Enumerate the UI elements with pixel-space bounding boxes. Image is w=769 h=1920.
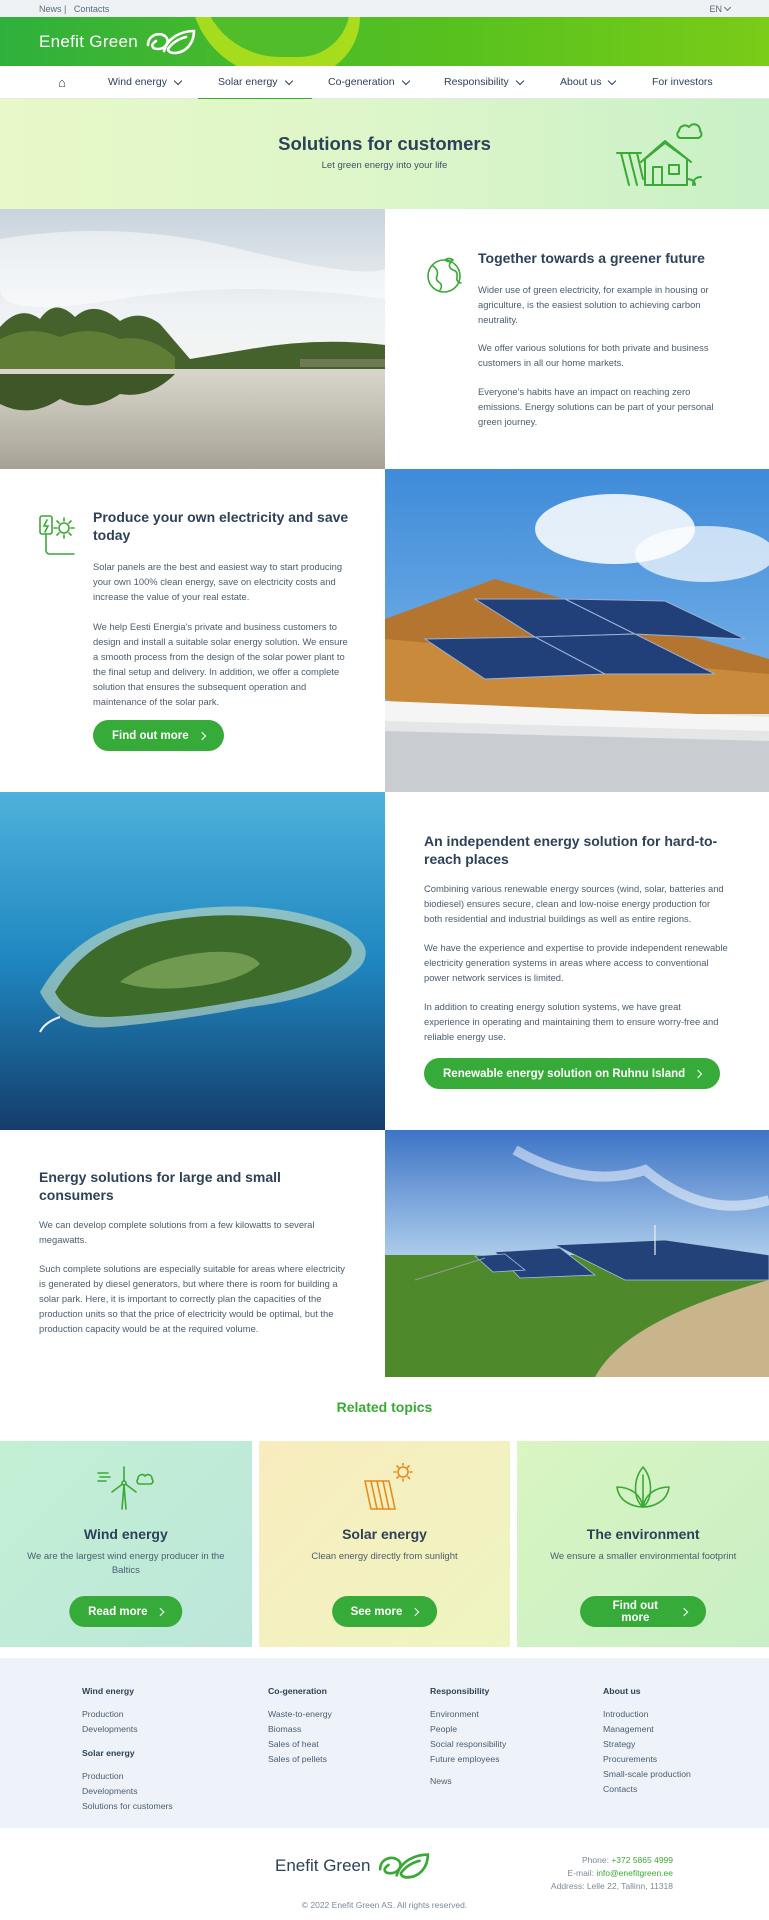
related-card-environment[interactable] [517,1441,769,1647]
nav-item-wind-energy[interactable] [108,66,181,99]
leaves-icon [613,1463,673,1511]
nav-item-responsibility[interactable] [444,66,523,99]
house-icon [615,119,705,189]
chevron-down-icon [284,76,292,84]
solar-park-image [385,1130,769,1377]
footer-link[interactable]: Developments [82,1786,138,1796]
chevron-right-icon [156,1607,164,1615]
section-paragraph: Combining various renewable energy sources (wind, solar, batteries and biodiesel) ensures secure, clean and low-noise energy production for both residential and industrial buildings as well as entire regions. [424,883,724,924]
chevron-right-icon [197,731,205,739]
globe-leaf-icon [425,256,463,294]
section-independent-energy [0,792,769,1130]
chevron-down-icon [608,76,616,84]
page-title: Solutions for customers [278,133,491,154]
section-heading: Together towards a greener future [478,250,705,266]
footer-link[interactable]: Introduction [603,1709,649,1719]
home-icon[interactable]: ⌂ [58,74,66,90]
utility-bar [0,0,769,17]
section-greener-future [0,209,769,469]
solar-plug-icon [38,514,78,556]
consumers-text [0,1130,385,1377]
logo-text: Enefit Green [39,32,139,51]
related-card-solar[interactable] [259,1441,511,1647]
produce-electricity-text [0,469,385,792]
chevron-down-icon [401,76,409,84]
solar-panel-icon [355,1463,415,1511]
related-card-wind[interactable] [0,1441,252,1647]
footer-link[interactable]: Biomass [268,1724,302,1734]
footer-link[interactable]: Management [603,1724,654,1734]
button-label: Find out more [612,1599,658,1624]
chevron-down-icon [516,76,524,84]
wind-turbine-icon [96,1463,156,1511]
footer-links [0,1658,769,1828]
nav-label: About us [560,76,602,88]
related-topics-heading: Related topics [336,1399,433,1415]
ruhnu-island-button[interactable] [424,1058,720,1089]
footer-link[interactable]: Future employees [430,1754,500,1764]
chevron-right-icon [680,1607,688,1615]
chevron-down-icon [724,3,731,10]
contacts-link[interactable]: Contacts [73,3,110,14]
section-paragraph: Such complete solutions are especially suitable for areas where electricity is generated by diesel generators, but where there is room for building a solar park. Here, it is important to correctly plan the capacities of the production units so that the price of electricity would be optimal, but the production capacity would be at the required volume. [39,1263,345,1334]
section-paragraph: We have the experience and expertise to provide independent renewable electricity generation systems in areas where access to conventional power network services is limited. [424,942,728,983]
section-heading: Produce your own electricity and save today [93,509,349,544]
separator: | [64,3,67,14]
card-title: Wind energy [83,1526,168,1542]
button-label: Renewable energy solution on Ruhnu Island [443,1067,686,1080]
footer-logo[interactable] [275,1850,432,1882]
card-title: The environment [586,1526,700,1542]
section-paragraph: Wider use of green electricity, for example in housing or agriculture, is the easiest solution to achieving carbon neutrality. [478,284,709,325]
nav-item-solar-energy[interactable] [218,66,292,99]
greener-future-text [385,209,769,469]
logo[interactable] [39,27,198,57]
footer-link[interactable]: Contacts [603,1784,638,1794]
section-paragraph: Solar panels are the best and easiest way to start producing your own 100% clean energy, save on electricity costs and increase the value of your real estate. [93,561,343,602]
news-link[interactable]: News [39,3,62,14]
button-label: See more [350,1605,403,1618]
lake-forest-image [0,209,385,469]
section-paragraph: We help Eesti Energia's private and business customers to design and install a suitable solar energy solution. We ensure a smooth process from the design of the solar power plant to the final setup and delivery. In addition, we offer a complete solution that ensures the subsequent operation and maintenance of the solar park. [93,621,348,707]
contact-info [551,1854,673,1893]
footer-link[interactable]: Solutions for customers [82,1801,173,1811]
footer-link[interactable]: Waste-to-energy [268,1709,332,1719]
section-paragraph: We can develop complete solutions from a few kilowatts to several megawatts. [39,1219,315,1245]
section-paragraph: We offer various solutions for both private and business customers in all our home markets. [478,342,709,368]
card-text: Clean energy directly from sunlight [311,1551,458,1562]
language-label: EN [709,3,722,14]
button-label: Find out more [112,729,189,742]
footer-heading[interactable]: Co-generation [268,1686,327,1696]
section-heading: An independent energy solution for hard-to-reach places [424,833,718,868]
language-selector[interactable] [709,4,730,14]
footer-col-wind-solar [82,1686,173,1814]
logo-text: Enefit Green [275,1856,371,1875]
footer-link[interactable]: Strategy [603,1739,636,1749]
section-large-small-consumers [0,1130,769,1377]
hero-banner [0,99,769,209]
section-paragraph: In addition to creating energy solution systems, we have great experience in operating and maintaining them to ensure worry-free and reliable energy use. [424,1001,719,1042]
footer-heading[interactable]: About us [603,1686,641,1696]
footer-link[interactable]: Developments [82,1724,138,1734]
copyright: © 2022 Enefit Green AS. All rights reserved. [301,1900,468,1910]
brand-header [0,17,769,66]
phone-label: Phone: [582,1855,612,1865]
footer-heading[interactable]: Solar energy [82,1748,135,1758]
section-paragraph: Everyone's habits have an impact on reaching zero emissions. Energy solutions can be part of your personal green journey. [478,386,714,427]
footer-heading[interactable]: Responsibility [430,1686,490,1696]
footer-col-co-generation [268,1686,332,1767]
footer-link[interactable]: Sales of pellets [268,1754,327,1764]
logo-leaf-icon [376,1850,432,1882]
chevron-right-icon [694,1069,702,1077]
footer-link[interactable]: Procurements [603,1754,658,1764]
nav-label: For investors [652,76,713,88]
related-topics-cards [0,1441,769,1647]
rooftop-solar-image [385,469,769,792]
button-label: Read more [88,1605,148,1618]
footer-heading[interactable]: Wind energy [82,1686,135,1696]
read-more-button[interactable] [69,1596,182,1627]
nav-label: Co-generation [328,76,395,88]
footer-bottom [0,1828,769,1918]
footer-link-news[interactable]: News [430,1776,452,1786]
nav-item-co-generation[interactable] [328,66,409,99]
footer-link[interactable]: Environment [430,1709,479,1719]
independent-energy-text [385,792,769,1130]
footer-col-about [603,1686,691,1797]
page-subtitle: Let green energy into your life [321,160,448,171]
nav-label: Responsibility [444,76,509,88]
nav-item-for-investors[interactable] [652,66,713,99]
email-label: E-mail: [567,1868,597,1878]
email-link[interactable]: info@enefitgreen.ee [596,1868,673,1878]
footer-link[interactable]: Social responsibility [430,1739,507,1749]
section-heading: Energy solutions for large and small consumers [39,1169,281,1204]
nav-label: Solar energy [218,76,278,88]
card-text: We ensure a smaller environmental footprint [550,1551,737,1562]
footer-link[interactable]: Production [82,1771,124,1781]
logo-leaf-icon [144,27,198,57]
section-produce-electricity [0,469,769,792]
find-out-more-button[interactable] [580,1596,706,1627]
card-title: Solar energy [342,1526,427,1542]
address: Address: Lelle 22, Tallinn, 11318 [550,1881,673,1891]
chevron-down-icon [174,76,182,84]
nav-label: Wind energy [108,76,167,88]
card-text: We are the largest wind energy producer in the Baltics [27,1551,225,1576]
nav-item-about-us[interactable] [560,66,615,99]
footer-col-responsibility [430,1686,506,1789]
phone-link[interactable]: +372 5865 4999 [611,1855,673,1865]
see-more-button[interactable] [332,1596,438,1627]
footer-link[interactable]: Production [82,1709,124,1719]
find-out-more-button[interactable] [93,720,224,751]
island-aerial-image [0,792,385,1130]
chevron-right-icon [411,1607,419,1615]
footer-link[interactable]: People [430,1724,458,1734]
footer-link[interactable]: Small-scale production [603,1769,691,1779]
footer-link[interactable]: Sales of heat [268,1739,319,1749]
main-nav [0,66,769,99]
